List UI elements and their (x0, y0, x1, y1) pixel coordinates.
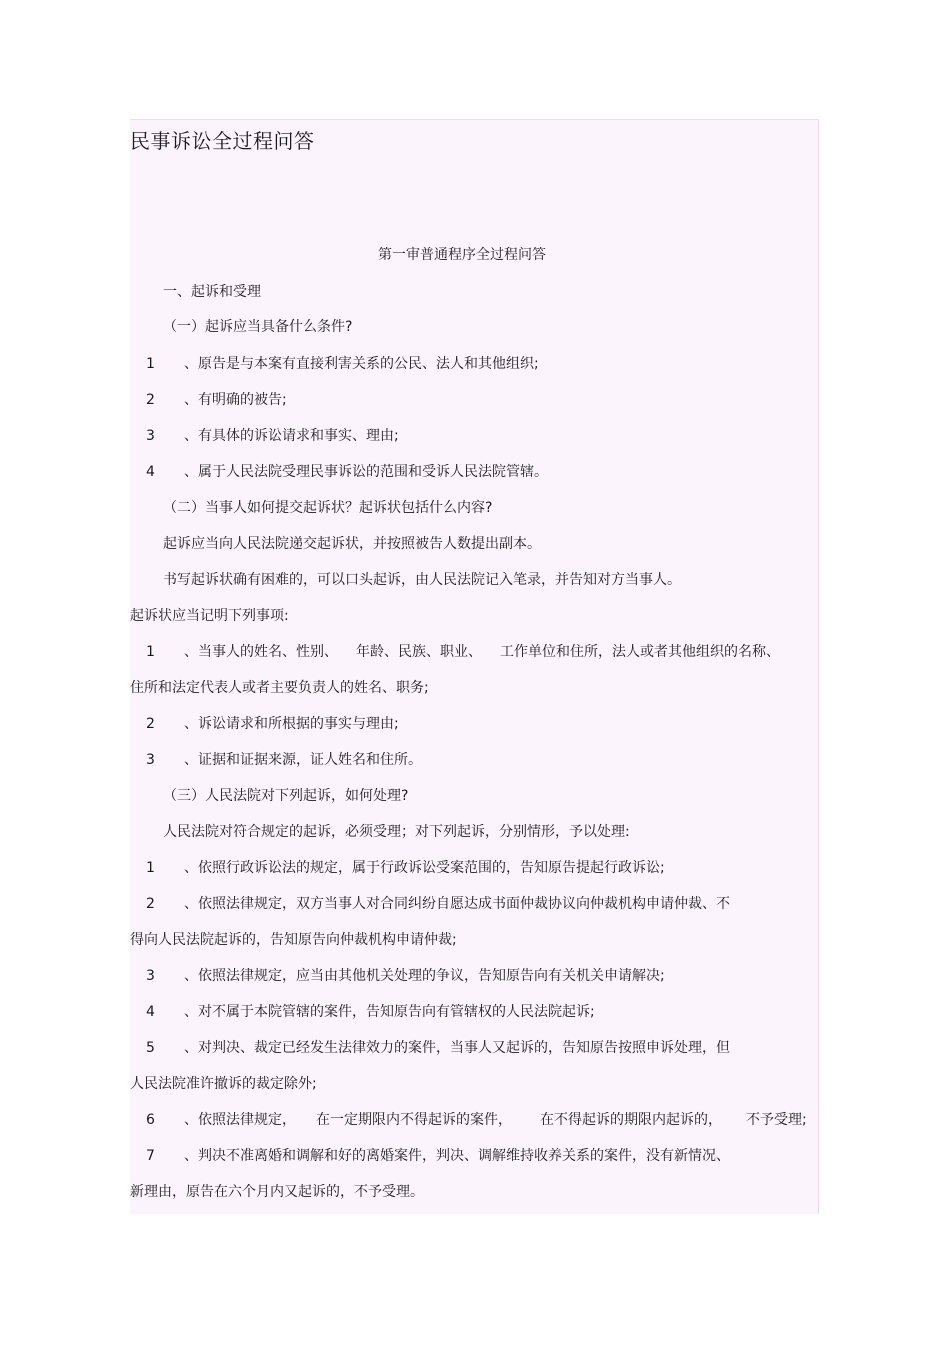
list-item-text: 在不得起诉的期限内起诉的， (540, 1112, 722, 1128)
list-item-text: 、诉讼请求和所根据的事实与理由; (184, 716, 399, 732)
list-item-number: 3 (146, 968, 155, 984)
list-item-text: 、证据和证据来源，证人姓名和住所。 (184, 752, 422, 768)
list-item (146, 426, 399, 446)
list-item (146, 354, 539, 374)
chapter-heading: 第一审普通程序全过程问答 (378, 247, 546, 263)
list-item (146, 894, 730, 914)
list-item-text: 年龄、民族、职业、 (356, 644, 482, 660)
list-item (146, 1038, 730, 1058)
question-heading-3: （三）人民法院对下列起诉，如何处理? (163, 788, 409, 804)
list-item-text: 、属于人民法院受理民事诉讼的范围和受诉人民法院管辖。 (184, 464, 548, 480)
paragraph: 书写起诉状确有困难的，可以口头起诉，由人民法院记入笔录，并告知对方当事人。 (163, 572, 681, 588)
list-item-number: 4 (146, 464, 155, 480)
list-item-text: 、对不属于本院管辖的案件，告知原告向有管辖权的人民法院起诉; (184, 1004, 595, 1020)
list-item-number: 7 (146, 1148, 155, 1164)
list-item-number: 5 (146, 1040, 155, 1056)
question-heading-1: （一）起诉应当具备什么条件? (163, 319, 353, 335)
document-title: 民事诉讼全过程问答 (130, 129, 315, 153)
paragraph: 人民法院对符合规定的起诉，必须受理；对下列起诉，分别情形，予以处理: (163, 824, 630, 840)
list-item (146, 642, 780, 662)
list-item (146, 1146, 730, 1166)
list-item-text: 在一定期限内不得起诉的案件， (316, 1112, 512, 1128)
list-item (146, 966, 665, 986)
list-item-text: 工作单位和住所，法人或者其他组织的名称、 (500, 644, 780, 660)
list-item (146, 462, 548, 482)
paragraph: 起诉应当向人民法院递交起诉状，并按照被告人数提出副本。 (163, 536, 541, 552)
list-item (146, 390, 287, 410)
list-item-text: 、依照法律规定， (184, 1112, 296, 1128)
list-item-number: 2 (146, 896, 155, 912)
list-item-number: 6 (146, 1112, 155, 1128)
list-item-text: 、依照法律规定，应当由其他机关处理的争议，告知原告向有关机关申请解决; (184, 968, 665, 984)
list-item-number: 1 (146, 644, 155, 660)
list-item-number: 4 (146, 1004, 155, 1020)
list-item-text: 不予受理; (746, 1112, 807, 1128)
list-item (146, 750, 422, 770)
list-item-number: 3 (146, 428, 155, 444)
list-item-number: 2 (146, 392, 155, 408)
list-item-text: 、依照行政诉讼法的规定，属于行政诉讼受案范围的，告知原告提起行政诉讼; (184, 860, 665, 876)
list-item-number: 1 (146, 356, 155, 372)
question-heading-2: （二）当事人如何提交起诉状？起诉状包括什么内容? (163, 500, 493, 516)
section-heading: 一、起诉和受理 (163, 284, 261, 300)
list-item-continuation: 新理由，原告在六个月内又起诉的，不予受理。 (130, 1184, 424, 1200)
list-item-continuation: 得向人民法院起诉的，告知原告向仲裁机构申请仲裁; (130, 932, 457, 948)
list-item-text: 、有具体的诉讼请求和事实、理由; (184, 428, 399, 444)
list-item (146, 1002, 595, 1022)
list-item (146, 858, 665, 878)
list-item (146, 1110, 807, 1130)
paragraph: 起诉状应当记明下列事项: (130, 608, 289, 624)
list-item-text: 、判决不准离婚和调解和好的离婚案件，判决、调解维持收养关系的案件，没有新情况、 (184, 1148, 730, 1164)
list-item-number: 1 (146, 860, 155, 876)
list-item-number: 3 (146, 752, 155, 768)
list-item-text: 、依照法律规定，双方当事人对合同纠纷自愿达成书面仲裁协议向仲裁机构申请仲裁、不 (184, 896, 730, 912)
list-item-text: 、对判决、裁定已经发生法律效力的案件，当事人又起诉的，告知原告按照申诉处理，但 (184, 1040, 730, 1056)
list-item-text: 、有明确的被告; (184, 392, 287, 408)
list-item-number: 2 (146, 716, 155, 732)
list-item (146, 714, 399, 734)
list-item-continuation: 住所和法定代表人或者主要负责人的姓名、职务; (130, 680, 429, 696)
list-item-text: 、原告是与本案有直接利害关系的公民、法人和其他组织; (184, 356, 539, 372)
list-item-text: 、当事人的姓名、性别、 (184, 644, 338, 660)
list-item-continuation: 人民法院准许撤诉的裁定除外; (130, 1076, 317, 1092)
